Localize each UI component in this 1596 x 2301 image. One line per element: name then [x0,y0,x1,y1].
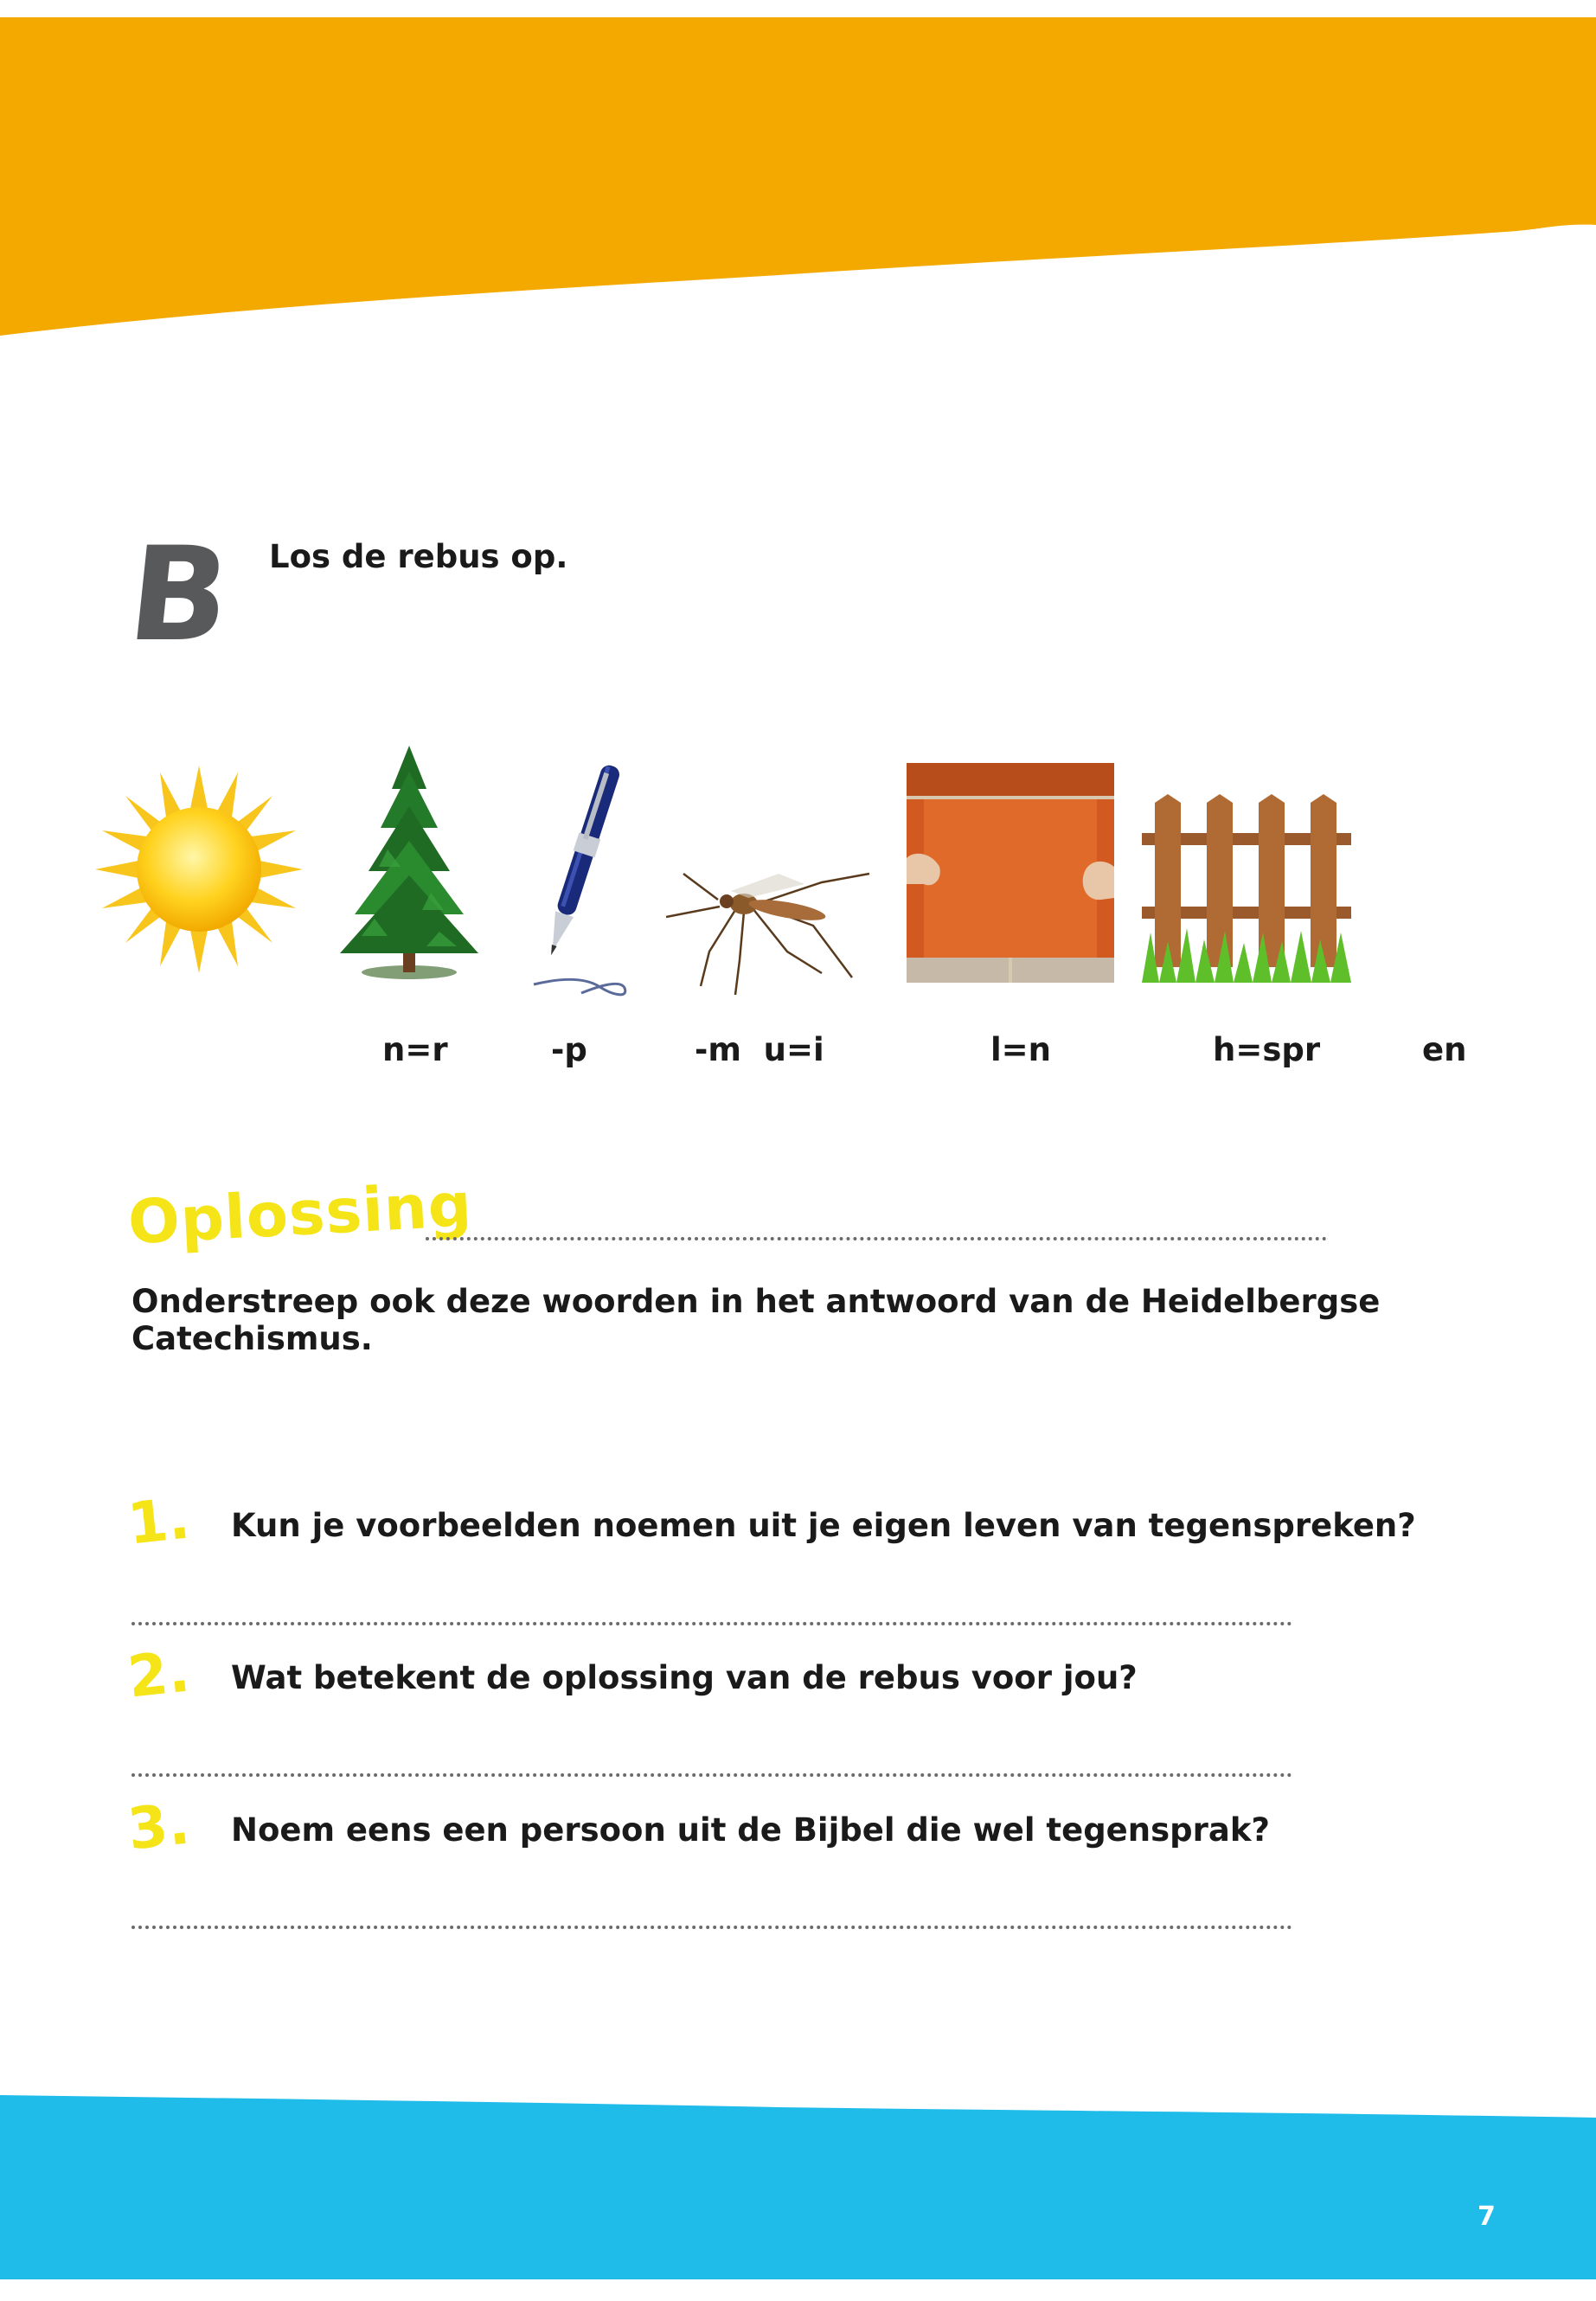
hint-tree: n=r [382,1031,448,1068]
hint-suffix: en [1422,1031,1467,1068]
pen-picture [529,753,633,1003]
answer-line[interactable] [131,1622,1292,1625]
question-text: Noem eens een persoon uit de Bijbel die wel tegensprak? [231,1811,1270,1849]
answer-line[interactable] [131,1926,1292,1929]
tiles-picture [907,763,1114,983]
section-letter: B [121,520,237,670]
hint-fence: h=spr [1213,1031,1321,1068]
solution-answer-line[interactable] [426,1237,1327,1240]
solution-label: Oplossing [126,1169,474,1259]
hint-pen: -p [551,1031,587,1068]
question-number: 3. [125,1790,193,1863]
question-number: 2. [125,1638,193,1711]
mosquito-picture [666,856,874,999]
top-color-band [0,0,1596,346]
underline-instruction: Onderstreep ook deze woorden in het antwoord van de Heidelbergse Catechismus. [131,1283,1381,1357]
hint-mosquito: -m u=i [695,1031,824,1068]
hint-tiles: l=n [990,1031,1052,1068]
tree-picture [336,746,483,984]
page-number: 7 [1477,2202,1496,2232]
answer-line[interactable] [131,1773,1292,1777]
instruction-text: Los de rebus op. [269,538,568,575]
question-text: Wat betekent de oplossing van de rebus voor jou? [231,1659,1138,1696]
question-text: Kun je voorbeelden noemen uit je eigen leven van tegenspreken? [231,1507,1416,1544]
sun-picture [95,766,303,973]
bottom-color-band [0,2076,1596,2301]
question-number: 1. [125,1484,193,1558]
fence-picture [1142,794,1351,983]
